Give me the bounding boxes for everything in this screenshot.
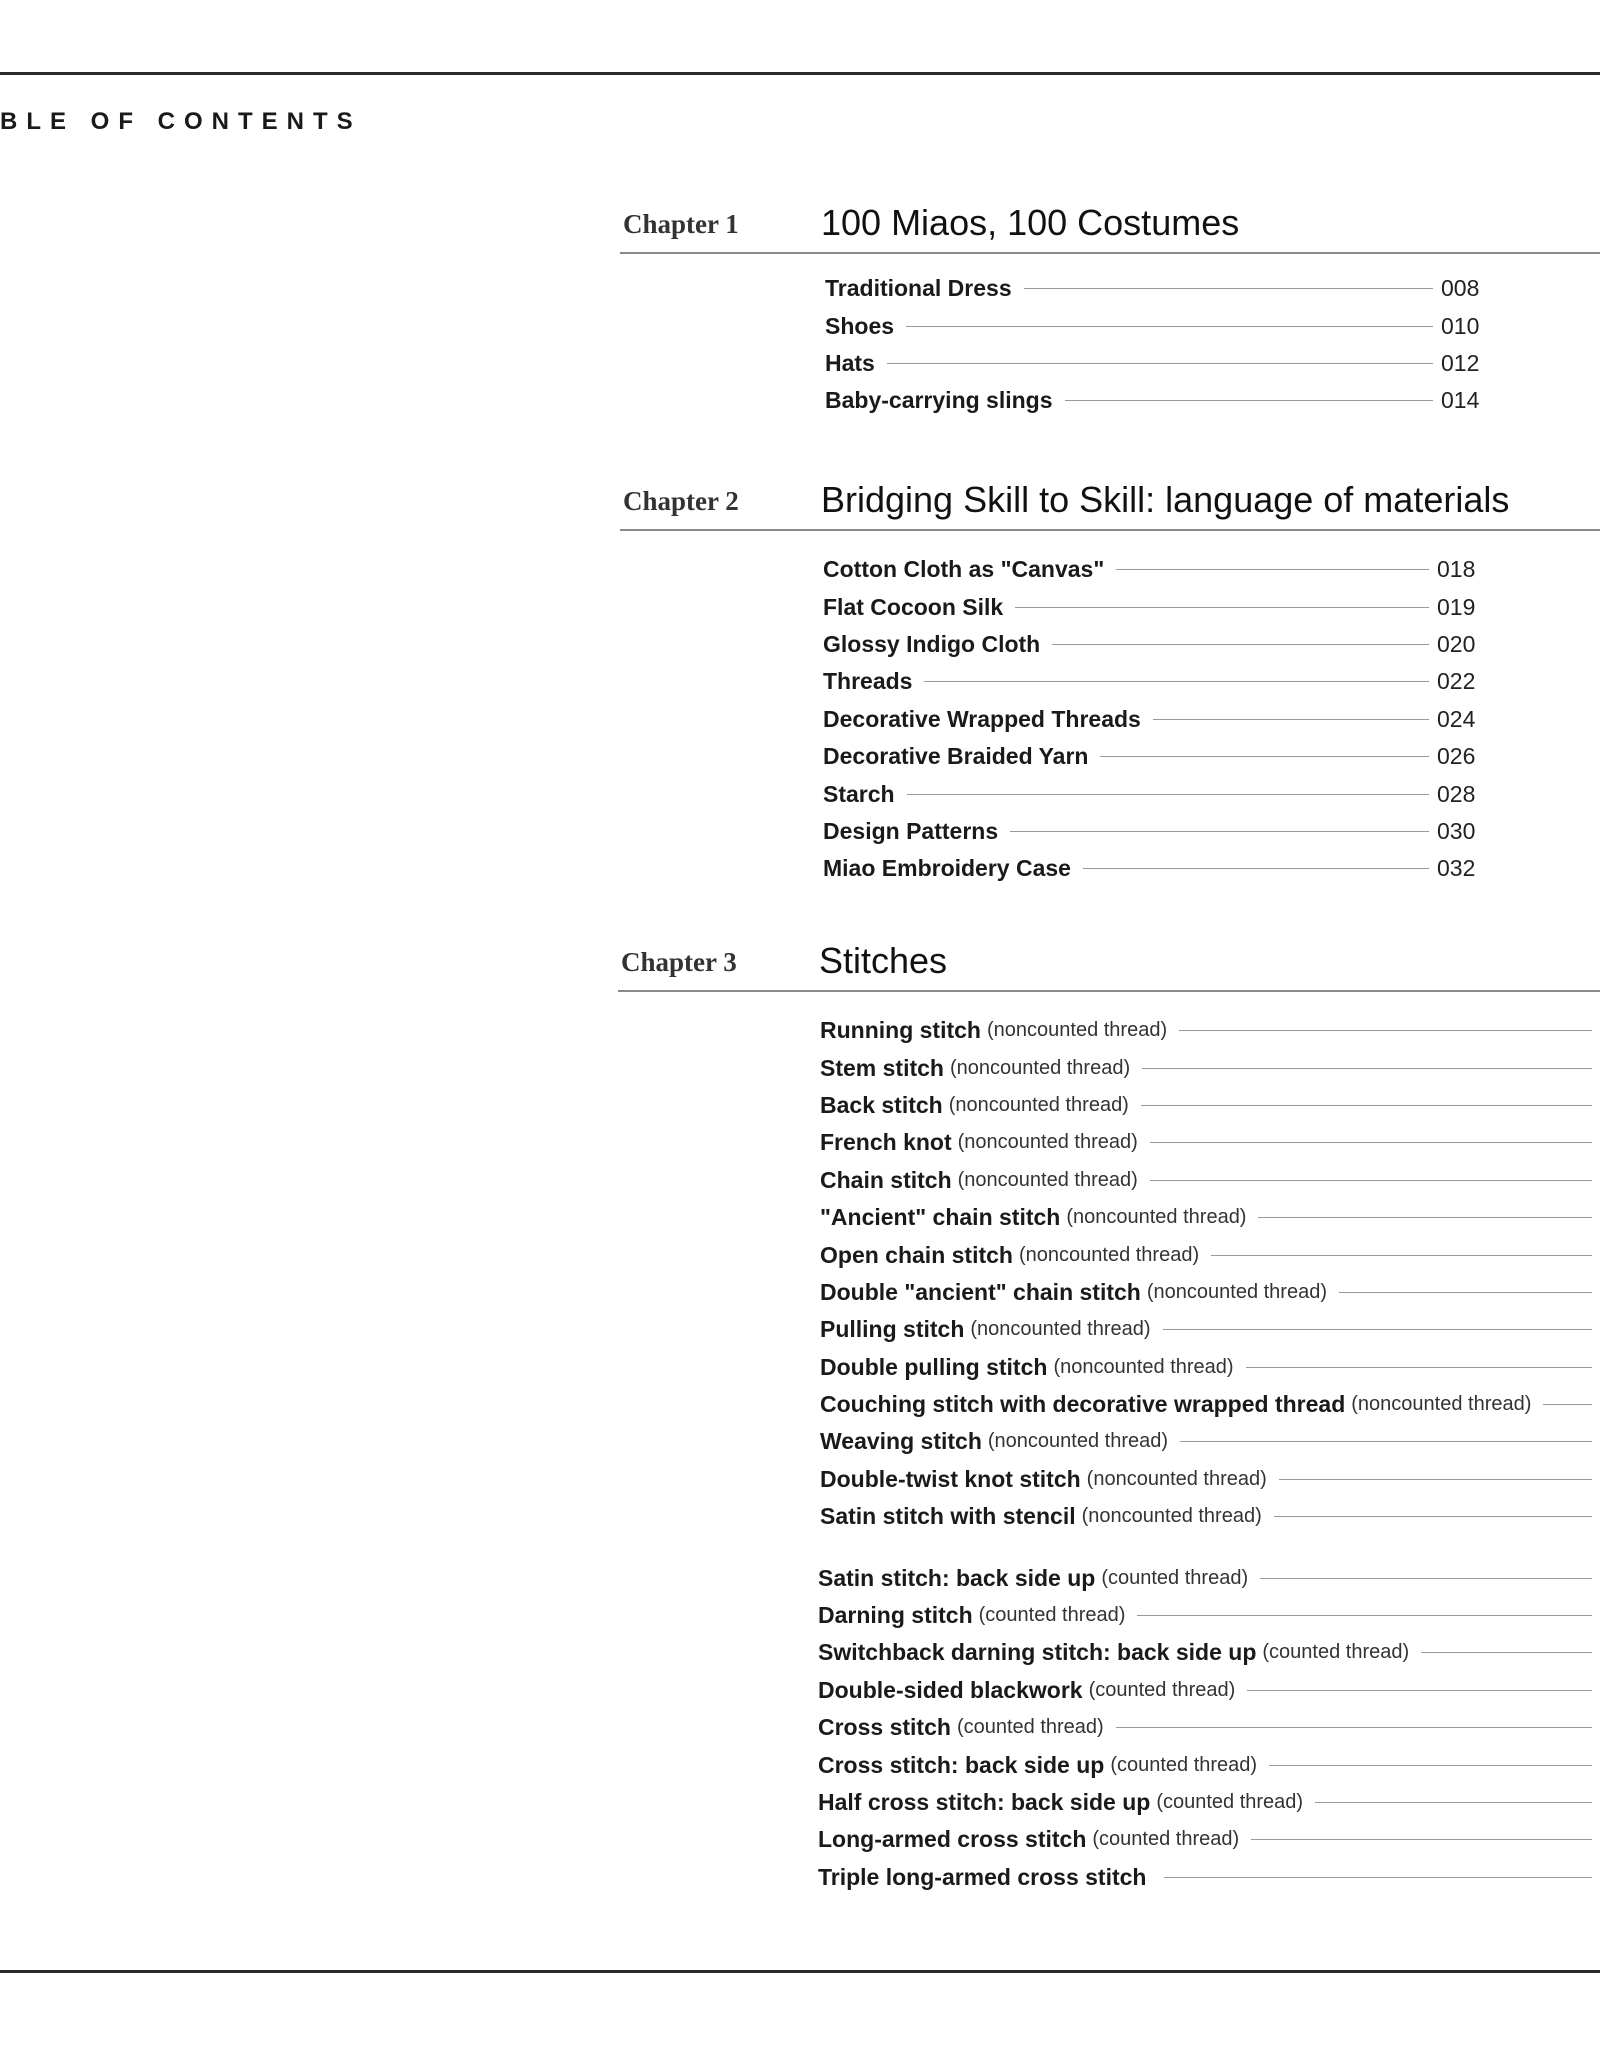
page-number: 019 bbox=[1437, 593, 1476, 620]
leader-line bbox=[1179, 1030, 1592, 1031]
entry-note: (counted thread) bbox=[956, 1716, 1104, 1739]
entry-note: (noncounted thread) bbox=[1146, 1280, 1327, 1303]
leader-line bbox=[1141, 1105, 1592, 1106]
entry-title: Baby-carrying slings bbox=[825, 387, 1053, 414]
leader-line bbox=[1258, 1217, 1592, 1218]
entry-note: (noncounted thread) bbox=[1351, 1393, 1532, 1416]
entry-title: Couching stitch with decorative wrapped thread bbox=[820, 1391, 1346, 1418]
entry-title: Switchback darning stitch: back side up bbox=[818, 1639, 1257, 1666]
entry-title: Chain stitch bbox=[820, 1166, 952, 1193]
chapter-title: Stitches bbox=[819, 940, 948, 981]
chapter-label: Chapter 2 bbox=[623, 486, 739, 516]
entry-title: Miao Embroidery Case bbox=[823, 855, 1071, 882]
page-number: 026 bbox=[1437, 743, 1476, 770]
entry-note: (noncounted thread) bbox=[957, 1168, 1138, 1191]
page-number: 030 bbox=[1437, 817, 1476, 844]
entry-title: Cotton Cloth as "Canvas" bbox=[823, 556, 1105, 583]
entry-note: (noncounted thread) bbox=[1081, 1505, 1262, 1528]
leader-line bbox=[1065, 400, 1433, 401]
leader-line bbox=[1150, 1142, 1592, 1143]
entry-title: Decorative Wrapped Threads bbox=[823, 705, 1141, 732]
chapter-label: Chapter 3 bbox=[621, 947, 737, 977]
entry-title: Traditional Dress bbox=[825, 275, 1012, 302]
leader-line bbox=[1260, 1578, 1592, 1579]
entry-title: Double-sided blackwork bbox=[818, 1676, 1083, 1703]
entry-title: Stem stitch bbox=[820, 1054, 944, 1081]
entry-note: (counted thread) bbox=[1088, 1678, 1236, 1701]
entry-note: (noncounted thread) bbox=[1053, 1355, 1234, 1378]
leader-line bbox=[1052, 644, 1429, 645]
page-number: 018 bbox=[1437, 556, 1476, 583]
leader-line bbox=[907, 794, 1429, 795]
leader-line bbox=[1274, 1516, 1592, 1517]
running-head: BLE OF CONTENTS bbox=[0, 108, 362, 135]
toc-entry[interactable] bbox=[823, 775, 1481, 812]
leader-line bbox=[1153, 719, 1429, 720]
leader-line bbox=[1251, 1839, 1592, 1840]
toc-entry[interactable] bbox=[820, 1012, 1600, 1049]
page-number: 020 bbox=[1437, 630, 1476, 657]
entry-note: (noncounted thread) bbox=[986, 1019, 1168, 1042]
toc-entry[interactable] bbox=[825, 307, 1485, 344]
leader-line bbox=[1150, 1180, 1592, 1181]
entry-note: (counted thread) bbox=[1110, 1753, 1258, 1776]
entry-note: (counted thread) bbox=[978, 1604, 1126, 1627]
entry-title: Threads bbox=[823, 668, 913, 695]
page-number: 022 bbox=[1437, 668, 1476, 695]
entry-note: (noncounted thread) bbox=[949, 1056, 1131, 1079]
entry-list bbox=[823, 551, 1481, 888]
leader-line bbox=[924, 681, 1429, 682]
leader-line bbox=[1246, 1367, 1592, 1368]
page-number: 012 bbox=[1441, 349, 1480, 376]
leader-line bbox=[1180, 1441, 1592, 1442]
entry-title: Long-armed cross stitch bbox=[818, 1826, 1087, 1853]
entry-title: Open chain stitch bbox=[820, 1241, 1013, 1268]
chapter-header bbox=[620, 473, 1600, 525]
entry-note: (counted thread) bbox=[1156, 1791, 1304, 1813]
entry-title: Triple long-armed cross stitch bbox=[818, 1863, 1147, 1890]
toc-entry[interactable] bbox=[823, 663, 1481, 700]
toc-entry[interactable] bbox=[820, 1461, 1600, 1498]
entry-title: Back stitch bbox=[820, 1091, 943, 1118]
chapter-header bbox=[618, 934, 1600, 986]
entry-title: Flat Cocoon Silk bbox=[823, 593, 1004, 620]
entry-note: (noncounted thread) bbox=[948, 1093, 1129, 1116]
leader-line bbox=[1163, 1329, 1592, 1330]
toc-entry[interactable] bbox=[818, 1784, 1600, 1821]
chapter-3 bbox=[618, 934, 1600, 1896]
toc-entry[interactable] bbox=[820, 1423, 1600, 1460]
entry-title: Running stitch bbox=[820, 1017, 981, 1044]
toc-entry[interactable] bbox=[818, 1672, 1600, 1709]
toc-entry[interactable] bbox=[823, 813, 1481, 850]
toc-entry[interactable] bbox=[818, 1597, 1600, 1634]
toc-entry[interactable] bbox=[820, 1311, 1600, 1348]
toc-entry[interactable] bbox=[820, 1498, 1600, 1535]
toc-entry[interactable] bbox=[820, 1087, 1600, 1124]
chapter-label: Chapter 1 bbox=[623, 209, 739, 239]
chapter-rule bbox=[620, 252, 1600, 254]
toc-entry[interactable] bbox=[825, 270, 1485, 307]
toc-entry[interactable] bbox=[820, 1386, 1600, 1423]
entry-title: Design Patterns bbox=[823, 817, 999, 844]
page-number: 008 bbox=[1441, 275, 1480, 302]
page-number: 014 bbox=[1441, 387, 1480, 414]
toc-entry[interactable] bbox=[820, 1349, 1600, 1386]
chapter-rule bbox=[618, 990, 1600, 992]
entry-title: Half cross stitch: back side up bbox=[818, 1789, 1151, 1815]
toc-entry[interactable] bbox=[820, 1124, 1600, 1161]
page-number: 024 bbox=[1437, 705, 1476, 732]
entry-title: Satin stitch with stencil bbox=[820, 1503, 1076, 1530]
toc-entry[interactable] bbox=[820, 1236, 1600, 1273]
entry-note: (noncounted thread) bbox=[1018, 1243, 1200, 1266]
chapter-1 bbox=[620, 196, 1600, 420]
entry-title: Pulling stitch bbox=[820, 1316, 965, 1343]
leader-line bbox=[1024, 288, 1433, 289]
toc-entry[interactable] bbox=[820, 1274, 1600, 1311]
toc-entry[interactable] bbox=[820, 1199, 1600, 1236]
entry-list-counted bbox=[818, 1559, 1600, 1896]
entry-title: Shoes bbox=[825, 312, 895, 339]
group-gap bbox=[618, 1535, 1600, 1559]
toc-entry[interactable] bbox=[820, 1049, 1600, 1086]
toc-entry[interactable] bbox=[818, 1559, 1600, 1596]
toc-entry[interactable] bbox=[823, 626, 1481, 663]
leader-line bbox=[1116, 569, 1429, 570]
entry-title: Hats bbox=[825, 349, 875, 376]
toc-entry[interactable] bbox=[820, 1162, 1600, 1199]
toc-entry[interactable] bbox=[823, 738, 1481, 775]
entry-title: Double "ancient" chain stitch bbox=[820, 1278, 1141, 1305]
leader-line bbox=[1137, 1615, 1592, 1616]
entry-note: (counted thread) bbox=[1092, 1828, 1240, 1851]
entry-title: Double-twist knot stitch bbox=[820, 1465, 1081, 1492]
entry-title: Glossy Indigo Cloth bbox=[823, 630, 1041, 657]
toc-entry[interactable] bbox=[818, 1859, 1600, 1896]
entry-title: Darning stitch bbox=[818, 1602, 973, 1629]
leader-line bbox=[1083, 868, 1429, 869]
chapter-title: 100 Miaos, 100 Costumes bbox=[821, 202, 1240, 243]
leader-line bbox=[1269, 1765, 1592, 1766]
leader-line bbox=[1164, 1877, 1592, 1878]
entry-title: Double pulling stitch bbox=[820, 1353, 1048, 1380]
toc-entry[interactable] bbox=[823, 551, 1481, 588]
chapter-rule bbox=[620, 529, 1600, 531]
bottom-rule bbox=[0, 1970, 1600, 1973]
entry-title: Weaving stitch bbox=[820, 1428, 982, 1455]
leader-line bbox=[887, 363, 1433, 364]
entry-title: Decorative Braided Yarn bbox=[823, 743, 1089, 770]
entry-title: Cross stitch bbox=[818, 1714, 951, 1741]
page-number: 028 bbox=[1437, 780, 1476, 807]
entry-note: (noncounted thread) bbox=[957, 1131, 1138, 1154]
entry-list-noncounted bbox=[820, 1012, 1600, 1535]
entry-title: "Ancient" chain stitch bbox=[820, 1204, 1061, 1231]
leader-line bbox=[906, 326, 1433, 327]
leader-line bbox=[1315, 1802, 1592, 1803]
leader-line bbox=[1142, 1068, 1592, 1069]
leader-line bbox=[1211, 1255, 1592, 1256]
entry-note: (noncounted thread) bbox=[987, 1430, 1169, 1453]
entry-note: (noncounted thread) bbox=[970, 1318, 1151, 1341]
toc-entry[interactable] bbox=[818, 1821, 1600, 1858]
leader-line bbox=[1543, 1404, 1592, 1405]
toc-entry[interactable] bbox=[823, 701, 1481, 738]
chapter-2 bbox=[620, 473, 1600, 888]
page-number: 010 bbox=[1441, 312, 1480, 339]
entry-note: (counted thread) bbox=[1262, 1641, 1410, 1664]
leader-line bbox=[1100, 756, 1429, 757]
leader-line bbox=[1279, 1479, 1592, 1480]
entry-note: (counted thread) bbox=[1101, 1566, 1249, 1589]
toc-entry[interactable] bbox=[818, 1634, 1600, 1671]
leader-line bbox=[1010, 831, 1429, 832]
toc-entry[interactable] bbox=[818, 1746, 1600, 1783]
entry-title: French knot bbox=[820, 1129, 952, 1156]
toc-entry[interactable] bbox=[818, 1709, 1600, 1746]
top-rule bbox=[0, 72, 1600, 75]
toc-entry[interactable] bbox=[825, 345, 1485, 382]
entry-title: Cross stitch: back side up bbox=[818, 1751, 1105, 1778]
leader-line bbox=[1421, 1652, 1592, 1653]
chapter-header bbox=[620, 196, 1600, 248]
entry-list bbox=[825, 270, 1485, 420]
entry-title: Starch bbox=[823, 780, 895, 807]
leader-line bbox=[1116, 1727, 1592, 1728]
leader-line bbox=[1247, 1690, 1592, 1691]
toc-entry[interactable] bbox=[823, 850, 1481, 887]
page-number: 032 bbox=[1437, 855, 1476, 882]
leader-line bbox=[1339, 1292, 1592, 1293]
entry-note: (noncounted thread) bbox=[1066, 1206, 1247, 1229]
entry-note: (noncounted thread) bbox=[1086, 1467, 1267, 1490]
entry-title: Satin stitch: back side up bbox=[818, 1564, 1096, 1591]
chapter-title: Bridging Skill to Skill: language of materials bbox=[821, 479, 1510, 520]
toc-entry[interactable] bbox=[823, 588, 1481, 625]
toc-entry[interactable] bbox=[825, 382, 1485, 419]
leader-line bbox=[1015, 607, 1429, 608]
